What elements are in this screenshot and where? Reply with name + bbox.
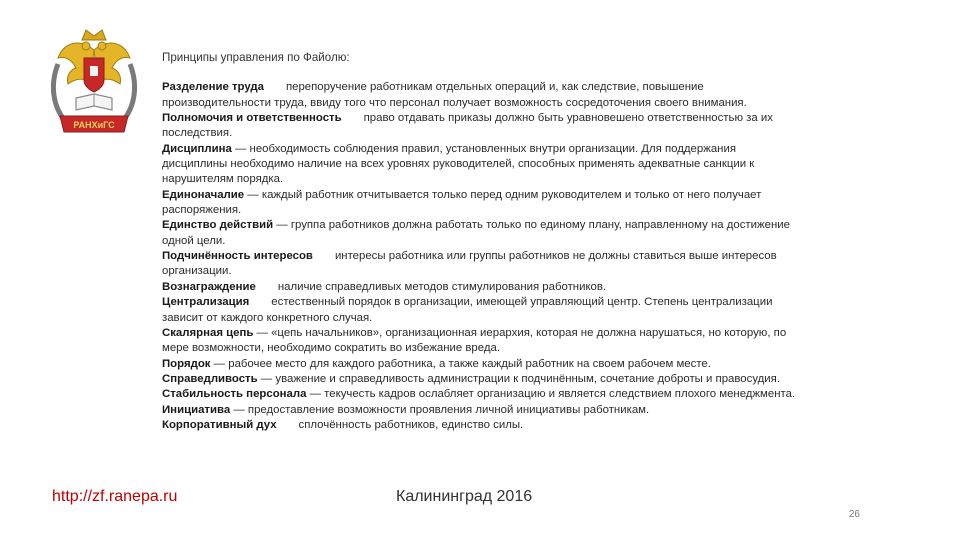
principle-separator: —	[257, 372, 276, 385]
slide-title: Принципы управления по Файолю:	[162, 51, 350, 64]
principle-term: Инициатива	[162, 403, 231, 416]
principle-description: текучесть кадров ослабляет организацию и является следствием плохого менеджмента.	[324, 388, 796, 401]
principle-separator: —	[306, 388, 325, 401]
principle-description: интересы работника или группы работников не должны ставиться выше интересов организации.	[162, 250, 777, 278]
principle-separator: —	[230, 403, 248, 416]
principle-term: Разделение труда	[162, 81, 264, 94]
principle-term: Дисциплина	[162, 142, 232, 155]
principle-item	[162, 188, 802, 219]
principle-term: Порядок	[162, 357, 211, 370]
principle-item	[162, 418, 802, 433]
principle-term: Подчинённость интересов	[162, 250, 313, 263]
principle-item	[162, 387, 802, 402]
principle-item	[162, 142, 802, 188]
page-number: 26	[848, 509, 860, 520]
principle-item	[162, 357, 802, 372]
wreath-left-icon	[53, 64, 68, 124]
crown-icon	[82, 30, 106, 40]
principle-item	[162, 326, 802, 357]
principle-item	[162, 80, 802, 111]
city-year: Калининград 2016	[396, 488, 533, 505]
principle-term: Единоначалие	[162, 188, 245, 201]
principle-description: необходимость соблюдения правил, установленных внутри организации. Для поддержания дисциплины необходимо наличие на всех уровнях руководителей, способных применять адекватные санкции к нарушителям порядка.	[162, 142, 755, 186]
principle-item	[162, 372, 802, 387]
principle-description: рабочее место для каждого работника, а также каждый работник на своем рабочем месте.	[228, 357, 711, 370]
principle-description: каждый работник отчитывается только перед одним руководителем и только от него получает распоряжения.	[162, 188, 762, 217]
ranepa-emblem	[46, 28, 142, 140]
principle-description: перепоручение работникам отдельных операций и, как следствие, повышение производительности труда, ввиду того что персонал получает возможность сосредоточения своего внимания.	[162, 81, 747, 109]
principle-item	[162, 249, 802, 280]
principle-separator: —	[231, 142, 250, 155]
principle-description: право отдавать приказы должно быть уравновешено ответственностью за их последствия.	[162, 112, 773, 140]
principle-description: сплочённость работников, единство силы.	[298, 418, 524, 431]
emblem-text: РАНХиГС	[73, 120, 115, 130]
principle-term: Стабильность персонала	[162, 388, 307, 401]
principle-separator: —	[244, 188, 262, 201]
principle-item	[162, 295, 802, 326]
site-link[interactable]: http://zf.ranepa.ru	[52, 488, 178, 505]
principle-term: Корпоративный дух	[162, 418, 277, 431]
wreath-right-icon	[120, 64, 135, 124]
principle-item	[162, 403, 802, 418]
principle-description: естественный порядок в организации, имеющей управляющий центр. Степень централизации зависит от каждого конкретного случая.	[162, 296, 773, 324]
principles-list	[162, 80, 802, 433]
principle-description: предоставление возможности проявления личной инициативы работникам.	[247, 403, 650, 416]
principle-separator: —	[273, 219, 291, 232]
principle-description: наличие справедливых методов стимулирования работников.	[277, 280, 607, 293]
principle-item	[162, 218, 802, 249]
principle-item	[162, 280, 802, 295]
principle-description: группа работников должна работать только по единому плану, направленному на достижение одной цели.	[162, 219, 790, 247]
principle-term: Полномочия и ответственность	[162, 112, 342, 125]
principle-description: «цепь начальников», организационная иерархия, которая не должна нарушаться, но которую, по мере возможности, необходимо сократить во избежание вреда.	[162, 326, 787, 355]
principle-term: Единство действий	[162, 219, 274, 232]
principle-item	[162, 111, 802, 142]
principle-term: Справедливость	[162, 372, 258, 385]
slide-content	[162, 50, 802, 433]
principle-term: Скалярная цепь	[162, 326, 254, 339]
principle-term: Вознаграждение	[162, 280, 256, 293]
principle-term: Централизация	[162, 296, 250, 309]
principle-description: уважение и справедливость администрации к подчинённым, сочетание доброты и правосудия.	[275, 372, 780, 385]
principle-separator: —	[253, 326, 272, 339]
principle-separator: —	[210, 357, 229, 370]
